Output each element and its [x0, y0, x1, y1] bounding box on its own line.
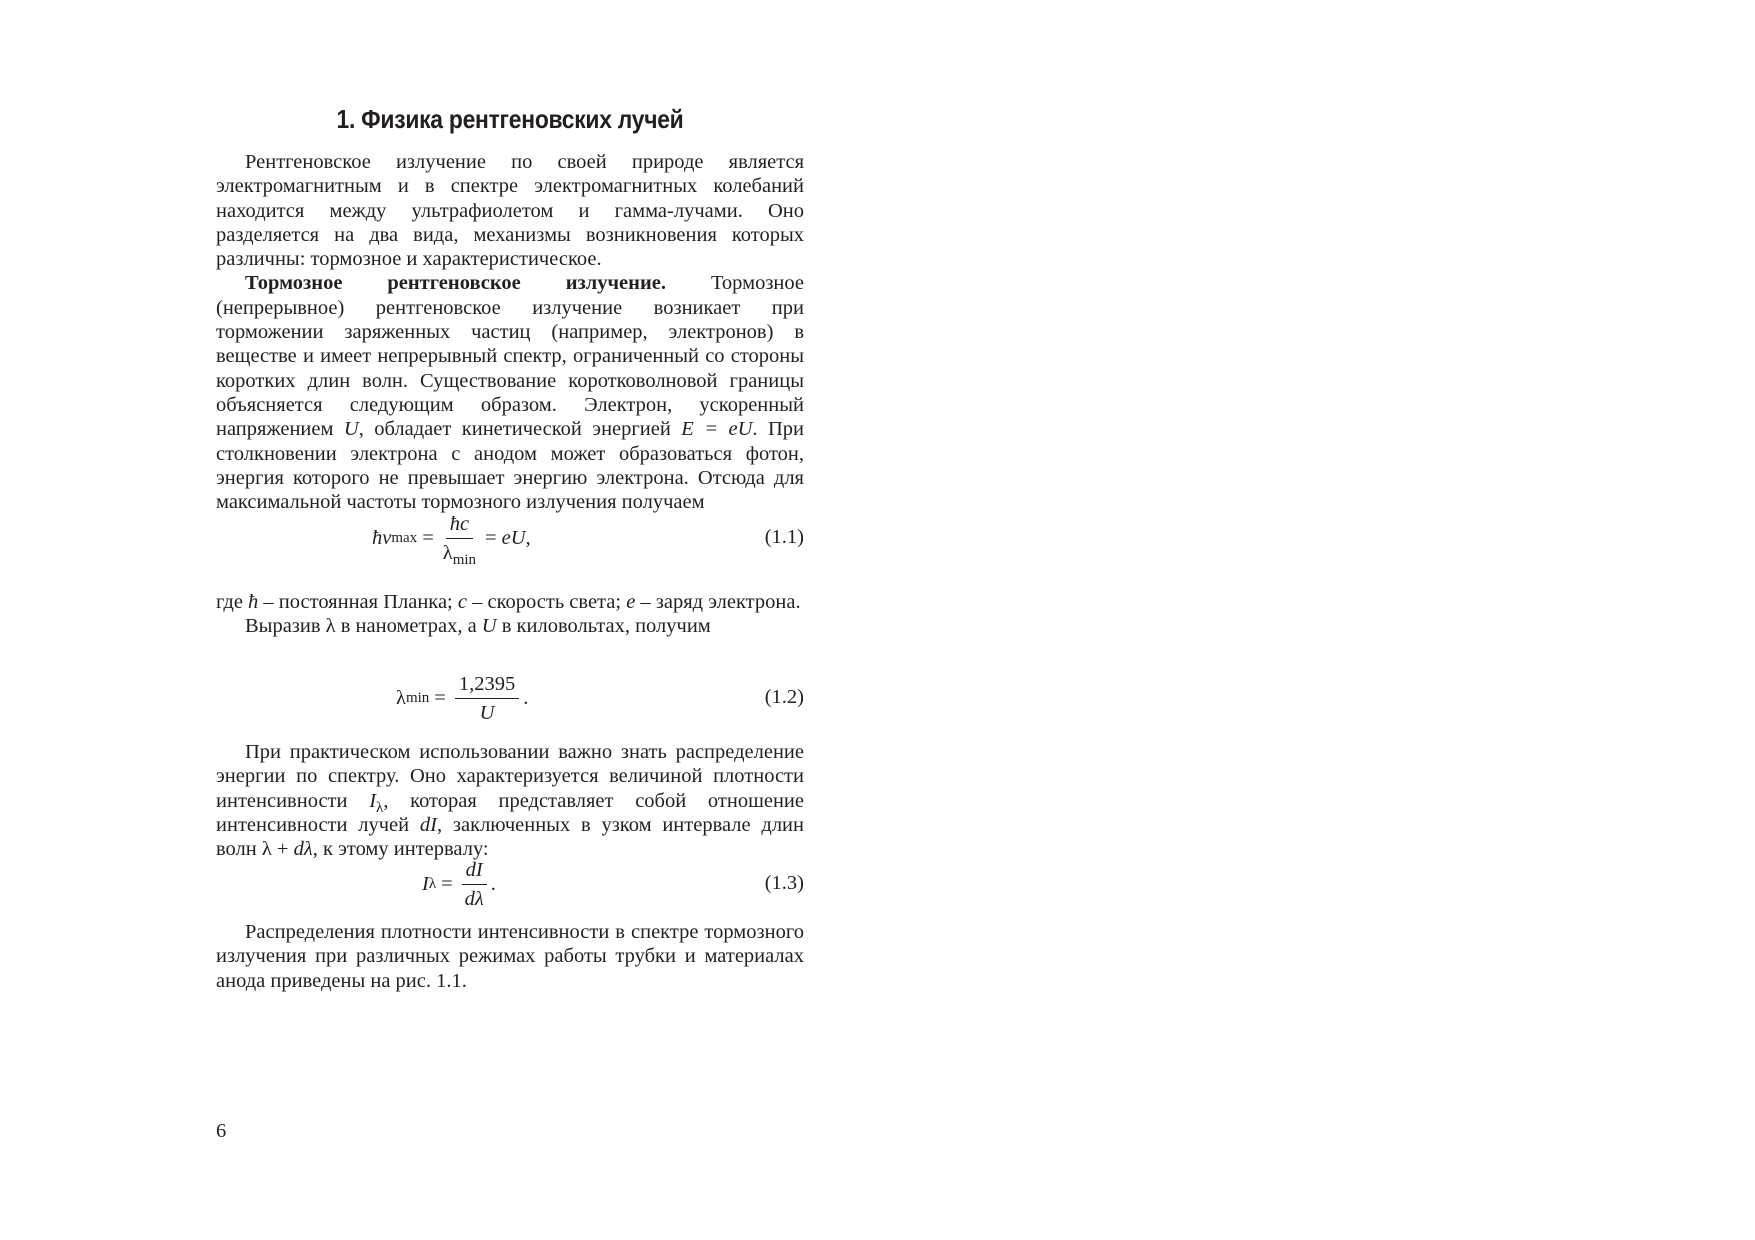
- eq1-den-sub: min: [452, 551, 477, 568]
- eq2-lhs: λ: [396, 686, 406, 709]
- paragraph-bremsstrahlung: [216, 271, 804, 514]
- var-hbar: ħ: [248, 591, 259, 613]
- text-segment: , к этому интервалу:: [312, 838, 489, 861]
- text-segment: где: [216, 591, 249, 613]
- equation-1-1: ħν max = $\frac{ħc}{\lambda_{min}}$ = eU , (1.1): [372, 512, 804, 568]
- eq1-denominator: [442, 539, 477, 568]
- text-block-2: [216, 590, 804, 639]
- equation-1-3: I λ = $\frac{dI}{d\lambda}$ . (1.3): [422, 858, 804, 910]
- var-dlambda: dλ: [293, 838, 313, 861]
- text-segment: – постоянная Планка;: [258, 591, 458, 613]
- eq2-denominator: U: [479, 701, 495, 724]
- eq2-equals: =: [434, 686, 446, 709]
- text-segment: – скорость света;: [466, 591, 627, 613]
- eq3-period: .: [490, 872, 496, 895]
- chapter-title: 1. Физика рентгеновских лучей: [336, 104, 684, 134]
- eq3-equals: =: [441, 872, 453, 895]
- text-segment: в киловольтах, получим: [496, 615, 711, 638]
- eq2-numerator: 1,2395: [455, 673, 519, 699]
- eq3-fraction: [462, 859, 487, 910]
- text-segment: – заряд электрона.: [635, 591, 801, 613]
- text-block-3: [216, 740, 804, 861]
- text-block-4: [216, 920, 804, 993]
- var-e: e: [626, 591, 636, 613]
- eq1-comma: ,: [525, 526, 531, 549]
- var-dI: dI: [419, 813, 437, 836]
- var-I-sub: λ: [376, 799, 384, 816]
- paragraph-intro: Рентгеновское излучение по своей природе является электромагнитным и в спектре электромагнитных колебаний находится между ультрафиолетом и гамма-лучами. Оно разделяется на два вида, механизмы возникновения которых различны: тормозное и характеристическое.: [216, 151, 804, 271]
- var-c: c: [457, 591, 467, 613]
- var-U: U: [481, 615, 497, 638]
- eq2-period: .: [523, 686, 529, 709]
- text-segment: Выразив λ в нанометрах, а: [245, 615, 482, 638]
- paragraph-distribution: [216, 740, 804, 861]
- var-I: I: [369, 789, 377, 812]
- eq1-numerator: ħc: [446, 513, 473, 539]
- eq1-number: (1.1): [764, 526, 804, 548]
- eq3-denominator: dλ: [464, 887, 484, 910]
- eq2-number: (1.2): [764, 686, 804, 708]
- page-number: 6: [216, 1120, 227, 1142]
- text-segment: Тормозное (непрерывное) рентгеновское излучение возникает при торможении заряженных частиц (например, электронов) в веществе и имеет непрерывный спектр, ограниченный со стороны коротких длин волн. Существование коротковолновой границы объясняется следующим образом. Электрон, ускоренный напряжением: [216, 272, 804, 441]
- text-segment: , заключенных в узком интервале длин волн λ +: [216, 813, 804, 861]
- eq1-den-symbol: λ: [442, 541, 453, 564]
- eq1-equals-2: =: [485, 526, 497, 549]
- text-block-1: [216, 150, 804, 514]
- eq3-numerator: dI: [462, 859, 487, 885]
- eq2-fraction: [455, 673, 519, 724]
- eq1-lhs: ħν: [372, 526, 392, 549]
- bold-lead: Тормозное рентгеновское излучение.: [245, 272, 666, 295]
- eq3-number: (1.3): [764, 872, 804, 894]
- equation-1-2: λ min = $\frac{1,2395}{U}$ . (1.2): [396, 672, 804, 724]
- text-segment: При практическом использовании важно знать распределение энергии по спектру. Оно характеризуется величиной плотности интенсивности: [216, 741, 804, 812]
- eq3-lhs: I: [422, 872, 429, 895]
- eq1-equals: =: [422, 526, 434, 549]
- var-U: U: [343, 418, 359, 441]
- eq1-rhs: eU: [501, 526, 526, 549]
- energy-expression: E = eU: [681, 418, 753, 441]
- paragraph-where: [216, 590, 804, 614]
- paragraph-figure-ref: Распределения плотности интенсивности в спектре тормозного излучения при различных режимах работы трубки и материалах анода приведены на рис. 1.1.: [216, 921, 804, 992]
- text-segment: . При столкновении электрона с анодом может образоваться фотон, энергия которого не превышает энергию электрона. Отсюда для максимальной частоты тормозного излучения получаем: [216, 418, 804, 514]
- text-segment: , обладает кинетической энергией: [358, 418, 682, 441]
- eq1-fraction: [442, 512, 477, 568]
- text-segment: , которая представляет собой отношение интенсивности лучей: [216, 789, 804, 836]
- paragraph-expressing: [216, 614, 804, 638]
